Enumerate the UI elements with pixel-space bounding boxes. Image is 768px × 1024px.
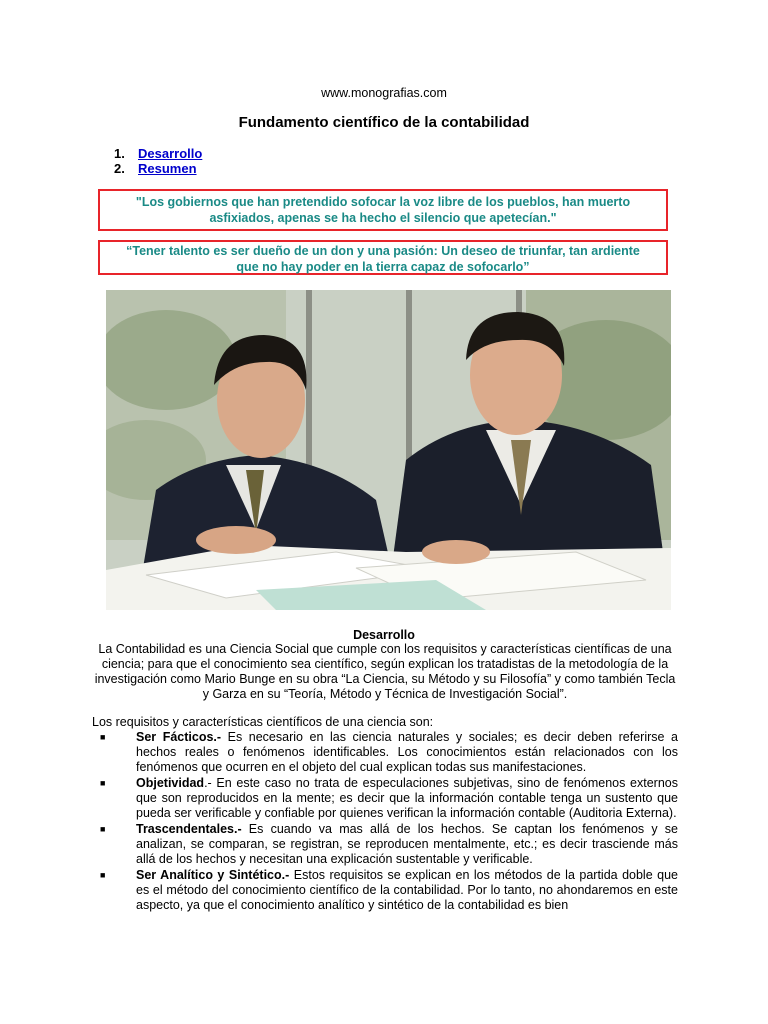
bullet-square-icon: ■	[100, 778, 106, 788]
list-item-text: Es necesario en las ciencia naturales y sociales; es decir deben referirse a hechos reales o fenómenos identificables. Los conocimientos están relacionados con los fenómenos que ocurren en el objeto del cual explican todas sus manifestaciones.	[136, 730, 678, 774]
bullet-square-icon: ■	[100, 732, 106, 742]
list-item-term: Ser Fácticos.-	[136, 730, 222, 744]
list-item-term: Trascendentales.-	[136, 822, 242, 836]
quote-box-1: "Los gobiernos que han pretendido sofocar la voz libre de los pueblos, han muerto asfixiados, apenas se ha hecho el silencio que apetecían."	[98, 189, 668, 231]
list-item	[92, 868, 678, 913]
toc-link-resumen[interactable]: Resumen	[138, 161, 197, 176]
toc-item-resumen	[114, 161, 202, 176]
table-of-contents	[114, 146, 202, 176]
list-item	[92, 730, 678, 775]
toc-number: 1.	[114, 146, 125, 161]
list-item-text: Es cuando va mas allá de los hechos. Se captan los fenómenos y se analizan, se comparan, se registran, se reproducen mentalmente, etc.; es decir trasciende más allá de los hechos y necesitan una explicación sustentable y verificable.	[136, 822, 678, 866]
list-item	[92, 822, 678, 867]
business-meeting-photo	[106, 290, 671, 610]
toc-number: 2.	[114, 161, 125, 176]
site-url: www.monografias.com	[321, 86, 447, 100]
requirements-list	[92, 730, 678, 914]
quote-box-2: “Tener talento es ser dueño de un don y una pasión: Un deseo de triunfar, tan ardiente que no hay poder en la tierra capaz de sofocarlo”	[98, 240, 668, 275]
section-heading: Desarrollo	[353, 628, 415, 642]
list-item	[92, 776, 678, 821]
list-item-text: Estos requisitos se explican en los métodos de la partida doble que es el método del conocimiento científico de la contabilidad. Por lo tanto, no ahondaremos en este aspecto, ya que el conocimiento analítico y sintético de la contabilidad es bien	[136, 868, 679, 912]
list-lead-text: Los requisitos y características científicos de una ciencia son:	[92, 715, 434, 729]
list-item-term: Ser Analítico y Sintético.-	[136, 868, 290, 882]
bullet-square-icon: ■	[100, 870, 106, 880]
bullet-square-icon: ■	[100, 824, 106, 834]
intro-paragraph: La Contabilidad es una Ciencia Social que cumple con los requisitos y características científicas de una ciencia; para que el conocimiento sea científico, según explican los tratadistas de la metodología de la investigación como Mario Bunge en su obra “La Ciencia, su Método y su Filosofía” y como también Tecla y Garza en su “Teoría, Método y Técnica de Investigación Social”.	[94, 642, 676, 701]
list-item-term: Objetividad	[136, 776, 205, 790]
toc-item-desarrollo	[114, 146, 202, 161]
document-title: Fundamento científico de la contabilidad	[238, 114, 530, 131]
toc-link-desarrollo[interactable]: Desarrollo	[138, 146, 203, 161]
list-item-text: .- En este caso no trata de especulaciones subjetivas, sino de fenómenos externos que son reproducidos en la mente; es decir que la información contable tenga un sustento que pueda ser verificable y confiable por quienes verifican la información contable (Auditoria Externa).	[136, 776, 678, 820]
